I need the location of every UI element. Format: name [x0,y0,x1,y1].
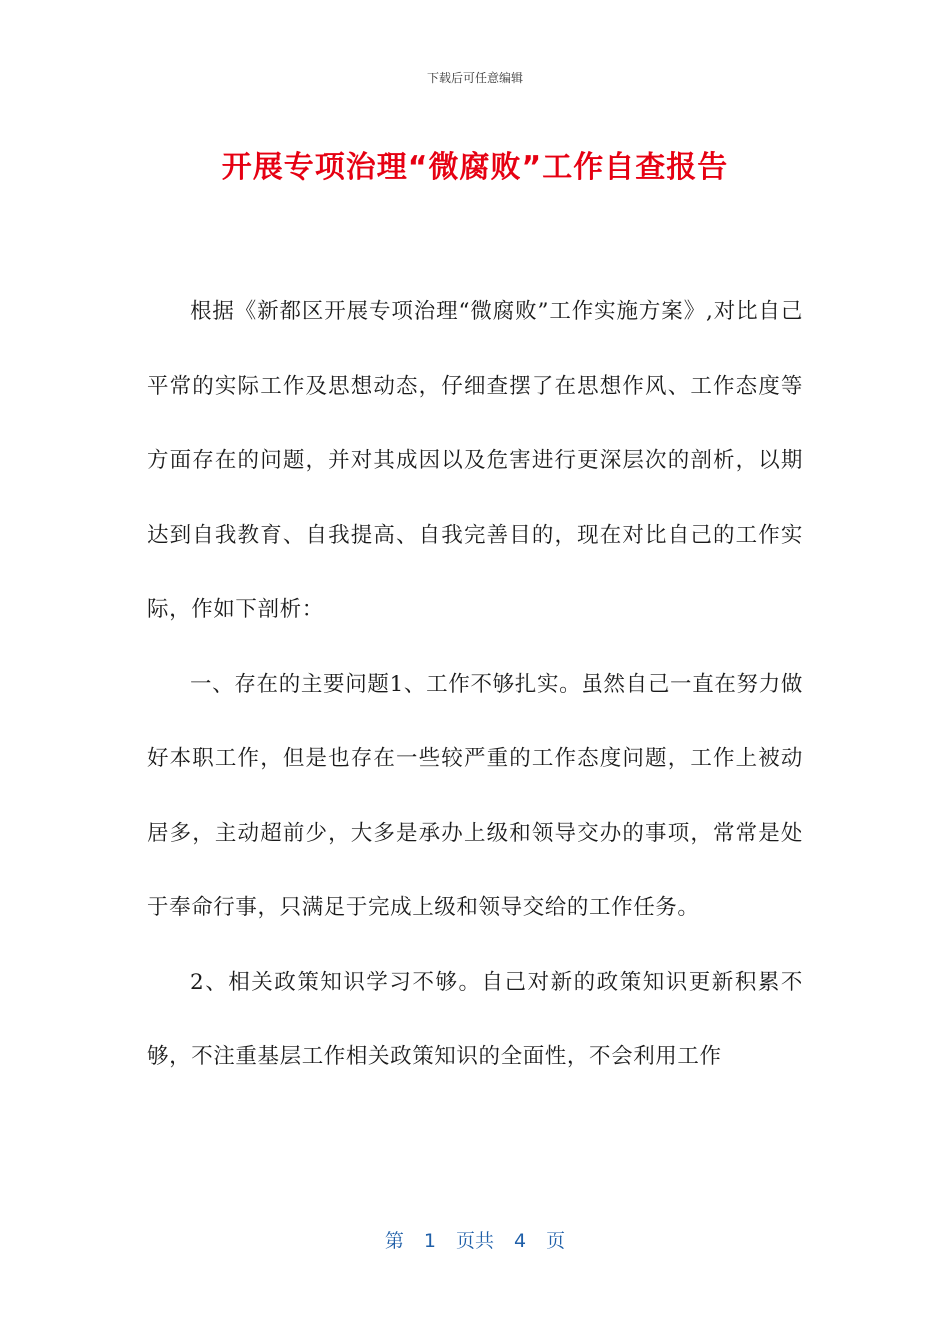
document-body [147,275,803,1095]
document-title: 开展专项治理“微腐败”工作自查报告 [221,150,729,185]
paragraph-problem-2: 2、相关政策知识学习不够。自己对新的政策知识更新积累不够，不注重基层工作相关政策知识的全面性，不会利用工作 [147,969,803,1069]
paragraph-intro: 根据《新都区开展专项治理“微腐败”工作实施方案》,对比自己平常的实际工作及思想动态，仔细查摆了在思想作风、工作态度等方面存在的问题，并对其成因以及危害进行更深层次的剖析，以期达到自我教育、自我提高、自我完善目的，现在对比自己的工作实际，作如下剖析： [147,299,803,622]
paragraph-problem-1: 一、存在的主要问题1、工作不够扎实。虽然自己一直在努力做好本职工作，但是也存在一些较严重的工作态度问题，工作上被动居多，主动超前少，大多是承办上级和领导交办的事项，常常是处于奉命行事，只满足于完成上级和领导交给的工作任务。 [147,671,803,920]
page-number-footer: 第 1 页共 4 页 [384,1230,566,1252]
header-note: 下载后可任意编辑 [426,71,523,85]
